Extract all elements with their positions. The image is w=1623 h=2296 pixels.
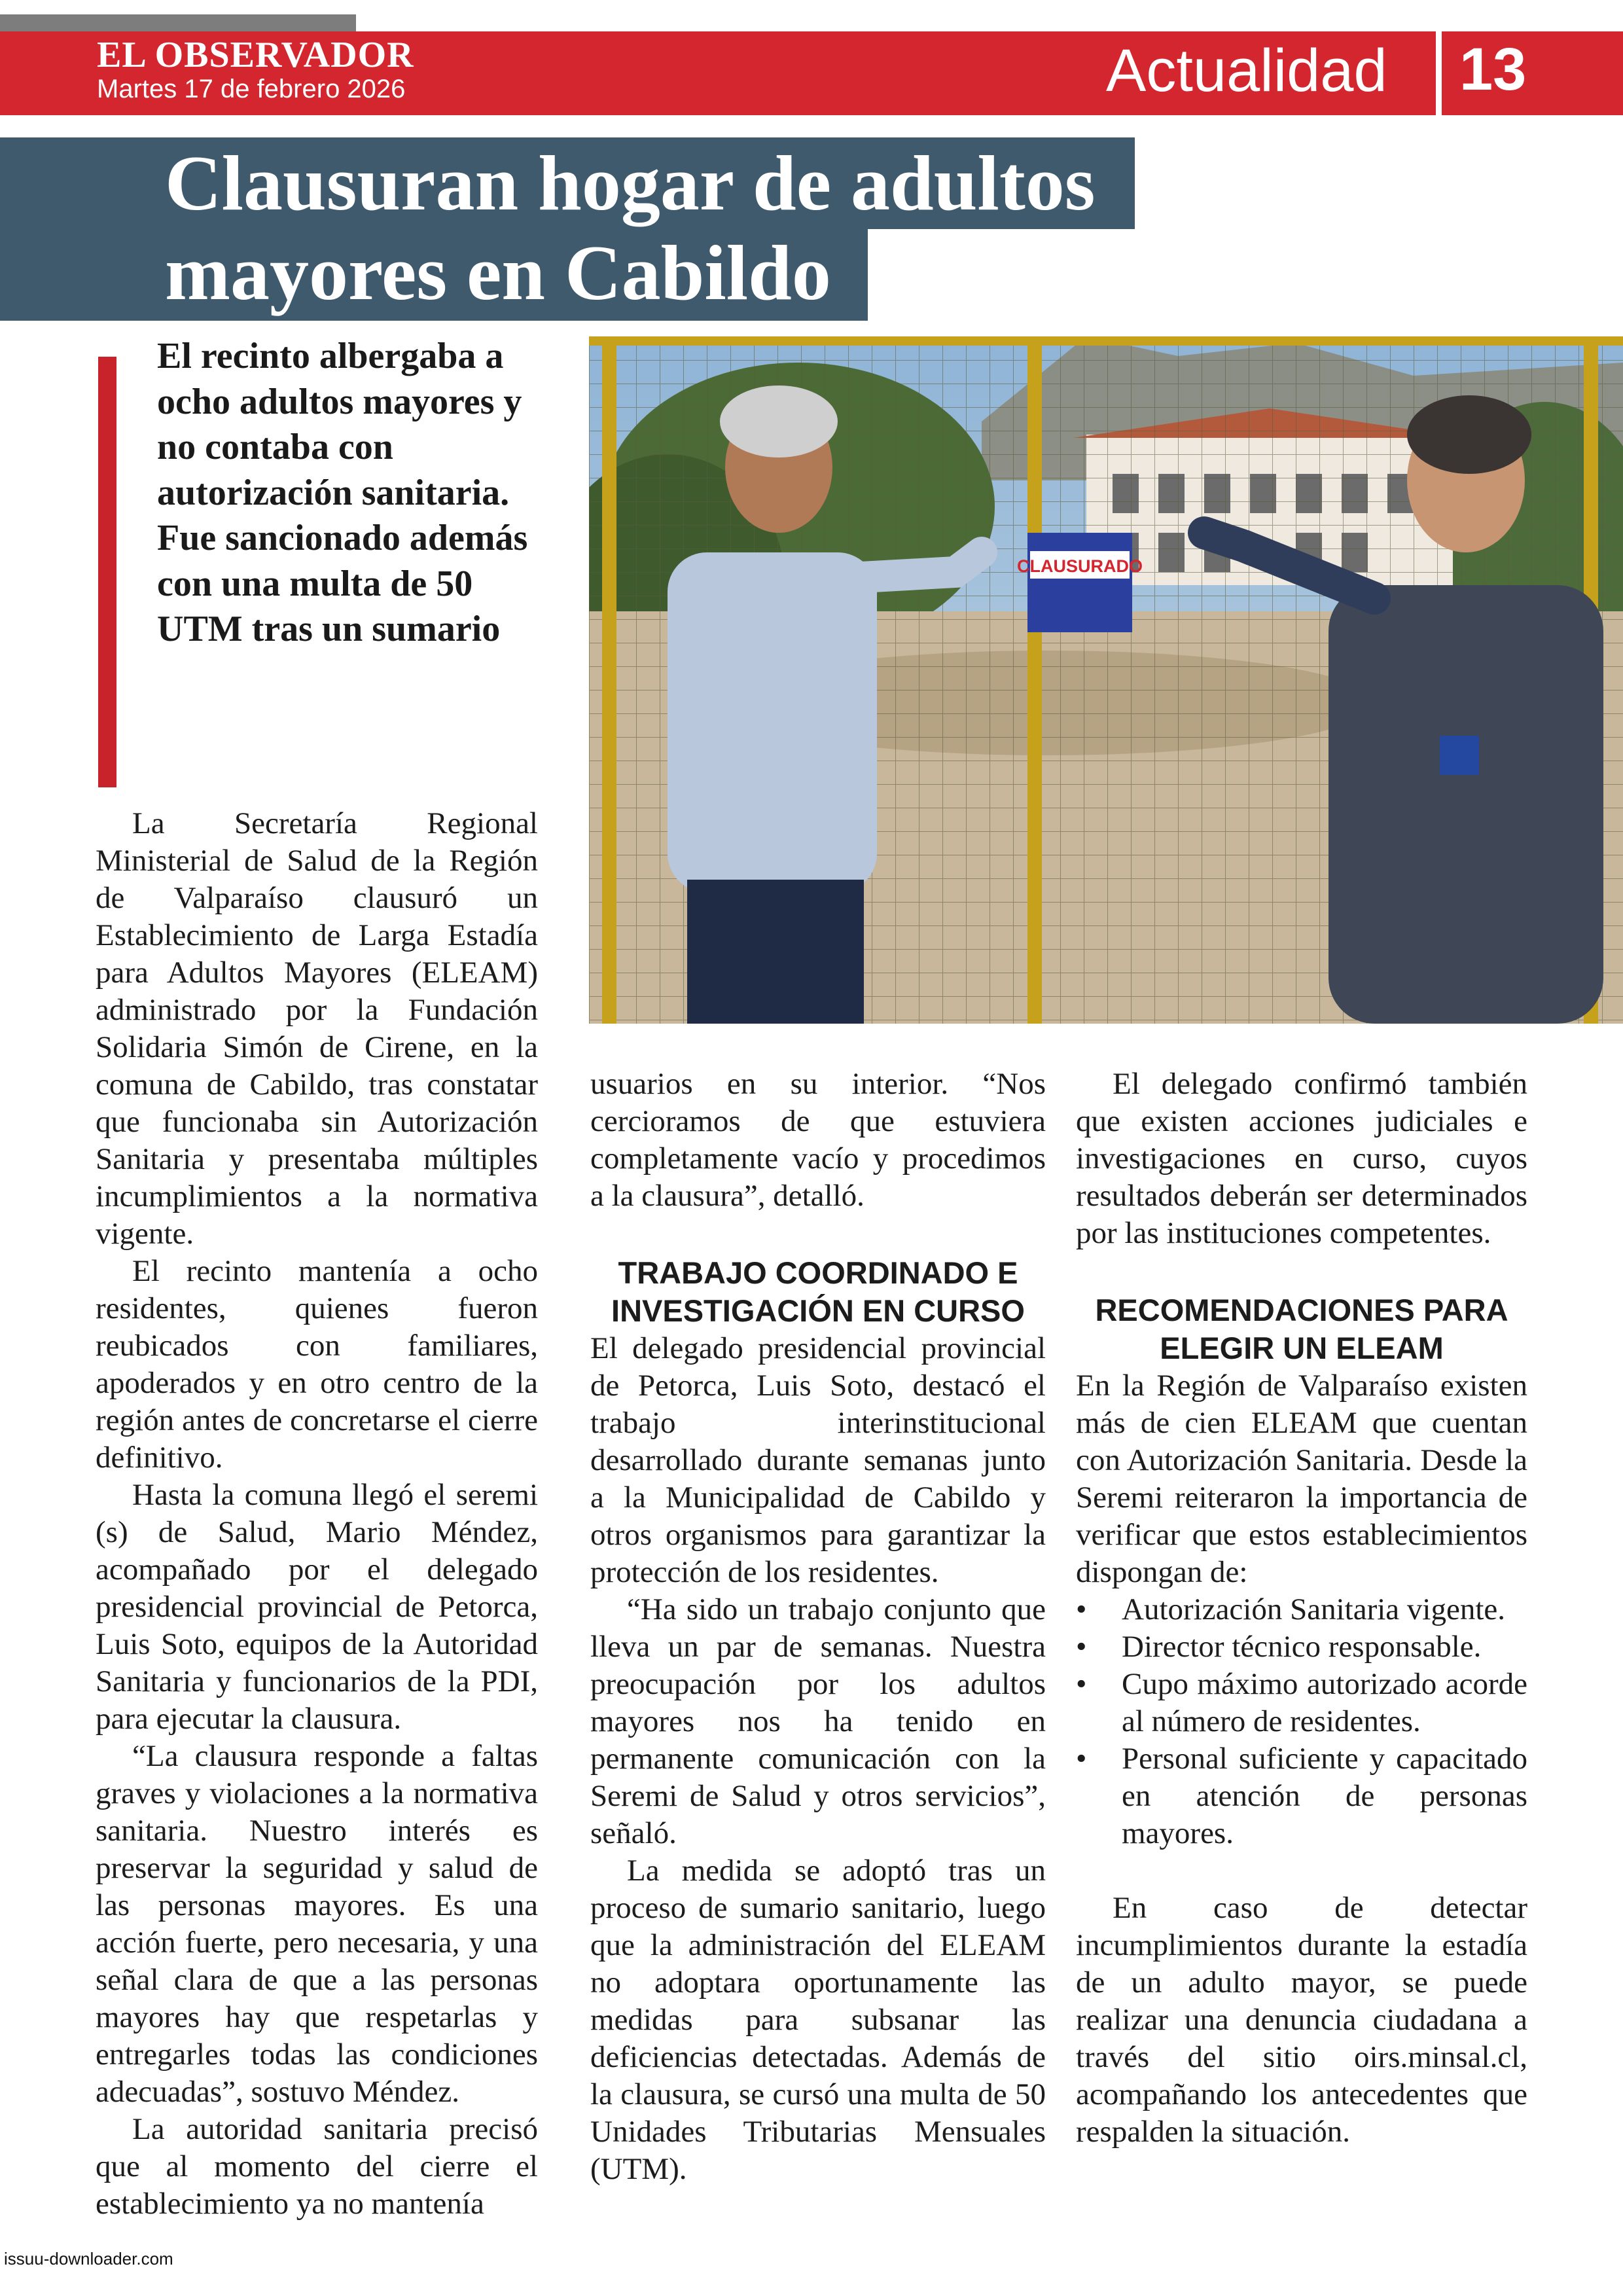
photo-illustration bbox=[589, 336, 1623, 1024]
list-item-text: Autorización Sanitaria vigente. bbox=[1122, 1592, 1505, 1626]
body-paragraph: “Ha sido un trabajo conjunto que lleva un par de semanas. Nuestra preocupación por los adultos mayores nos ha tenido en permanente comunicación con la Seremi de Salud y otros servicios”, señaló. bbox=[590, 1592, 1046, 1850]
body-paragraph: “La clausura responde a faltas graves y violaciones a la normativa sanitaria. Nuestro interés es preservar la seguridad y salud de las personas mayores. Es una acción fuerte, pero necesaria, y una señal clara de que a las personas mayores hay que respetarlas y entregarles todas las condiciones adecuadas”, sostuvo Méndez. bbox=[96, 1739, 538, 2109]
list-item bbox=[1076, 1591, 1527, 1628]
body-paragraph: La medida se adoptó tras un proceso de sumario sanitario, luego que la administración del ELEAM no adoptara oportunamente las medidas para subsanar las deficiencias detectadas. Además de la clausura, se cursó una multa de 50 Unidades Tributarias Mensuales (UTM). bbox=[590, 1854, 1046, 2186]
body-paragraph: La Secretaría Regional Ministerial de Salud de la Región de Valparaíso clausuró un Establecimiento de Larga Estadía para Adultos Mayores (ELEAM) administrado por la Fundación Solidaria Simón de Cirene, en la comuna de Cabildo, tras constatar que funcionaba sin Autorización Sanitaria y presentaba múltiples incumplimientos a la normativa vigente. bbox=[96, 806, 538, 1251]
article-deck: El recinto albergaba a ocho adultos mayores y no contaba con autorización sanitaria. Fue sancionado además con una multa de 50 UTM tras un sumario bbox=[157, 336, 528, 649]
sign-label: CLAUSURADO bbox=[1017, 556, 1143, 576]
headline-line-2: mayores en Cabildo bbox=[165, 229, 831, 316]
subhead-recomendaciones: RECOMENDACIONES PARA ELEGIR UN ELEAM bbox=[1095, 1293, 1508, 1365]
article-photo bbox=[589, 336, 1623, 1024]
bullet-icon: • bbox=[1076, 1742, 1087, 1776]
body-paragraph: El delegado presidencial provincial de Petorca, Luis Soto, destacó el trabajo interinstitucional desarrollado durante semanas junto a la Municipalidad de Cabildo y otros organismos para garantizar la protección de los residentes. bbox=[590, 1331, 1046, 1589]
list-item bbox=[1076, 1740, 1527, 1852]
spacer bbox=[1076, 1852, 1527, 1890]
body-paragraph: El recinto mantenía a ocho residentes, quienes fueron reubicados con familiares, apoderados y en otro centro de la región antes de concretarse el cierre definitivo. bbox=[96, 1254, 538, 1475]
list-item-text: Cupo máximo autorizado acorde al número de residentes. bbox=[1122, 1667, 1527, 1738]
body-paragraph: En caso de detectar incumplimientos durante la estadía de un adulto mayor, se puede realizar una denuncia ciudadana a través del sitio oirs.minsal.cl, acompañando los antecedentes que respalden la situación. bbox=[1076, 1891, 1527, 2149]
list-item-text: Director técnico responsable. bbox=[1122, 1630, 1482, 1664]
header-divider bbox=[1436, 31, 1442, 115]
deck-accent-bar bbox=[98, 357, 116, 787]
bullet-icon: • bbox=[1076, 1667, 1087, 1701]
body-paragraph: Hasta la comuna llegó el seremi (s) de Salud, Mario Méndez, acompañado por el delegado presidencial provincial de Petorca, Luis Soto, equipos de la Autoridad Sanitaria y funcionarios de la PDI, para ejecutar la clausura. bbox=[96, 1478, 538, 1736]
list-item bbox=[1076, 1628, 1527, 1666]
article-column-3 bbox=[1076, 1066, 1527, 2151]
page-number: 13 bbox=[1459, 36, 1527, 103]
list-item bbox=[1076, 1666, 1527, 1740]
watermark: issuu-downloader.com bbox=[4, 2249, 173, 2269]
list-item-text: Personal suficiente y capacitado en atención de personas mayores. bbox=[1122, 1742, 1527, 1850]
body-paragraph: La autoridad sanitaria precisó que al momento del cierre el establecimiento ya no mantenía bbox=[96, 2112, 538, 2221]
publication-date: Martes 17 de febrero 2026 bbox=[97, 75, 406, 103]
headline-line-1: Clausuran hogar de adultos bbox=[165, 139, 1096, 226]
bullet-icon: • bbox=[1076, 1630, 1087, 1664]
body-paragraph: El delegado confirmó también que existen acciones judiciales e investigaciones en curso, cuyos resultados deberán ser determinados por las instituciones competentes. bbox=[1076, 1067, 1527, 1250]
body-paragraph-continuation: usuarios en su interior. “Nos cercioramos de que estuviera completamente vacío y procedimos a la clausura”, detalló. bbox=[590, 1067, 1046, 1213]
clausurado-sign bbox=[1027, 533, 1132, 632]
subhead-trabajo-coordinado: TRABAJO COORDINADO E INVESTIGACIÓN EN CURSO bbox=[611, 1255, 1025, 1328]
article-column-2 bbox=[590, 1066, 1046, 2188]
recommendation-list bbox=[1076, 1591, 1527, 1852]
bullet-icon: • bbox=[1076, 1592, 1087, 1626]
publication-name: EL OBSERVADOR bbox=[97, 35, 414, 75]
article-column-1 bbox=[96, 805, 538, 2223]
body-paragraph: En la Región de Valparaíso existen más de cien ELEAM que cuentan con Autorización Sanitaria. Desde la Seremi reiteraron la importancia de verificar que estos establecimientos dispongan de: bbox=[1076, 1369, 1527, 1589]
section-name: Actualidad bbox=[1106, 37, 1387, 104]
header-top-strip bbox=[0, 14, 356, 31]
